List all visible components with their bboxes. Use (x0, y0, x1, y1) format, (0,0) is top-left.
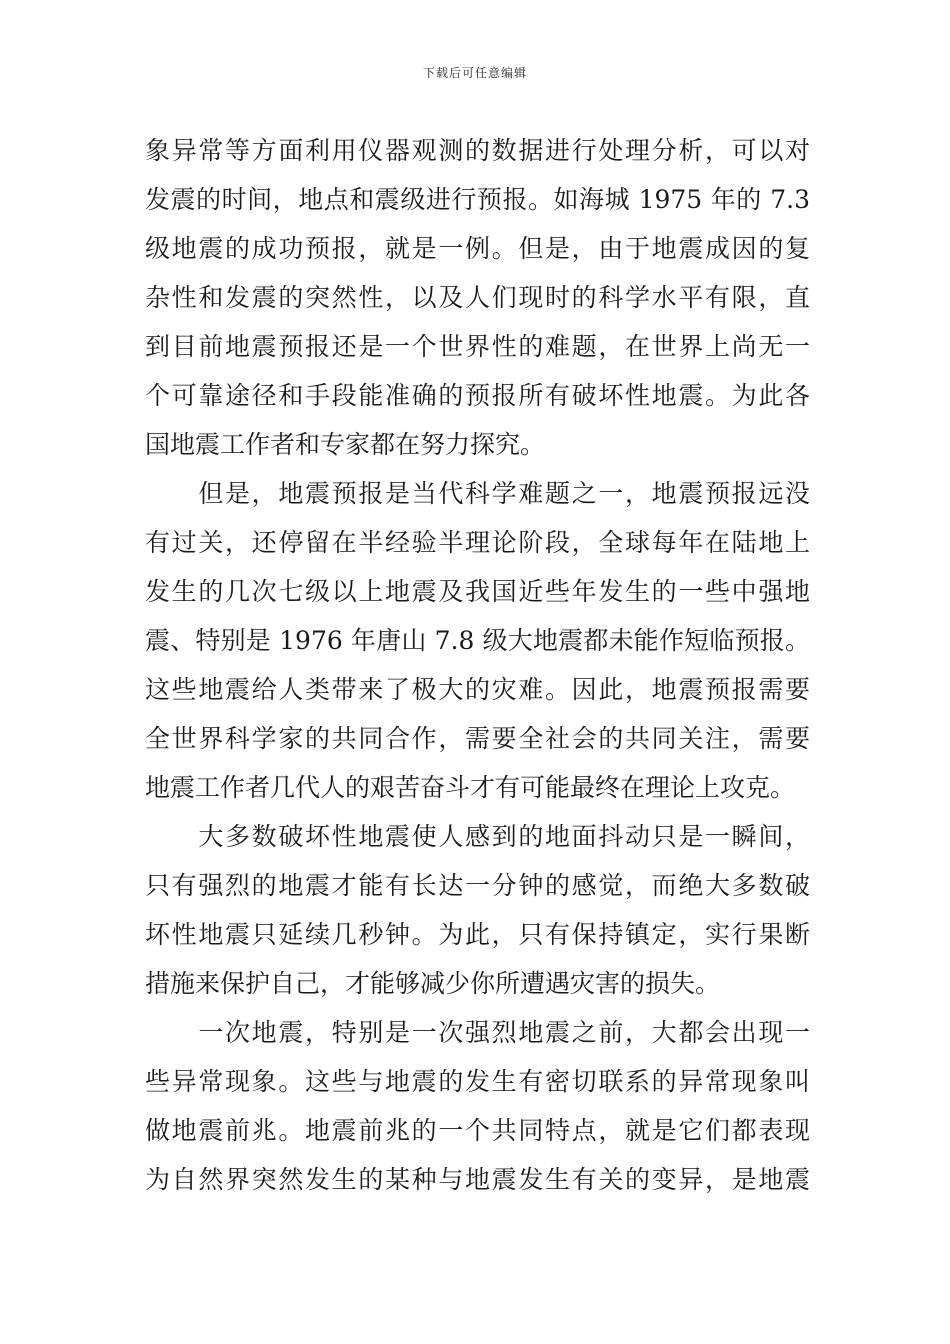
text-line: 这些地震给人类带来了极大的灾难。因此，地震预报需要 (145, 675, 810, 704)
text-line: 发震的时间，地点和震级进行预报。如海城 1975 年的 7.3 (145, 185, 810, 214)
text-line: 但是，地震预报是当代科学难题之一，地震预报远没 (145, 479, 810, 508)
text-line: 象异常等方面利用仪器观测的数据进行处理分析，可以对 (145, 136, 810, 165)
text-line: 有过关，还停留在半经验半理论阶段，全球每年在陆地上 (145, 528, 810, 557)
text-line: 到目前地震预报还是一个世界性的难题，在世界上尚无一 (145, 332, 810, 361)
text-line: 杂性和发震的突然性，以及人们现时的科学水平有限，直 (145, 283, 810, 312)
text-line: 国地震工作者和专家都在努力探究。 (145, 430, 546, 459)
text-line: 全世界科学家的共同合作，需要全社会的共同关注，需要 (145, 724, 810, 753)
document-body (145, 126, 810, 1204)
text-line: 个可靠途径和手段能准确的预报所有破坏性地震。为此各 (145, 381, 810, 410)
page-header: 下载后可任意编辑 (422, 66, 527, 80)
text-line: 措施来保护自己，才能够减少你所遭遇灾害的损失。 (145, 969, 721, 998)
text-line: 震、特别是 1976 年唐山 7.8 级大地震都未能作短临预报。 (145, 626, 810, 655)
text-line: 为自然界突然发生的某种与地震发生有关的变异，是地震 (145, 1165, 810, 1194)
text-line: 坏性地震只延续几秒钟。为此，只有保持镇定，实行果断 (145, 920, 810, 949)
text-line: 些异常现象。这些与地震的发生有密切联系的异常现象叫 (145, 1067, 810, 1096)
text-line: 发生的几次七级以上地震及我国近些年发生的一些中强地 (145, 577, 810, 606)
text-line: 级地震的成功预报，就是一例。但是，由于地震成因的复 (145, 234, 810, 263)
text-line: 地震工作者几代人的艰苦奋斗才有可能最终在理论上攻克。 (145, 773, 796, 802)
text-line: 做地震前兆。地震前兆的一个共同特点，就是它们都表现 (145, 1116, 810, 1145)
text-line: 只有强烈的地震才能有长达一分钟的感觉，而绝大多数破 (145, 871, 810, 900)
text-line: 一次地震，特别是一次强烈地震之前，大都会出现一 (145, 1018, 810, 1047)
text-line: 大多数破坏性地震使人感到的地面抖动只是一瞬间， (145, 822, 810, 851)
